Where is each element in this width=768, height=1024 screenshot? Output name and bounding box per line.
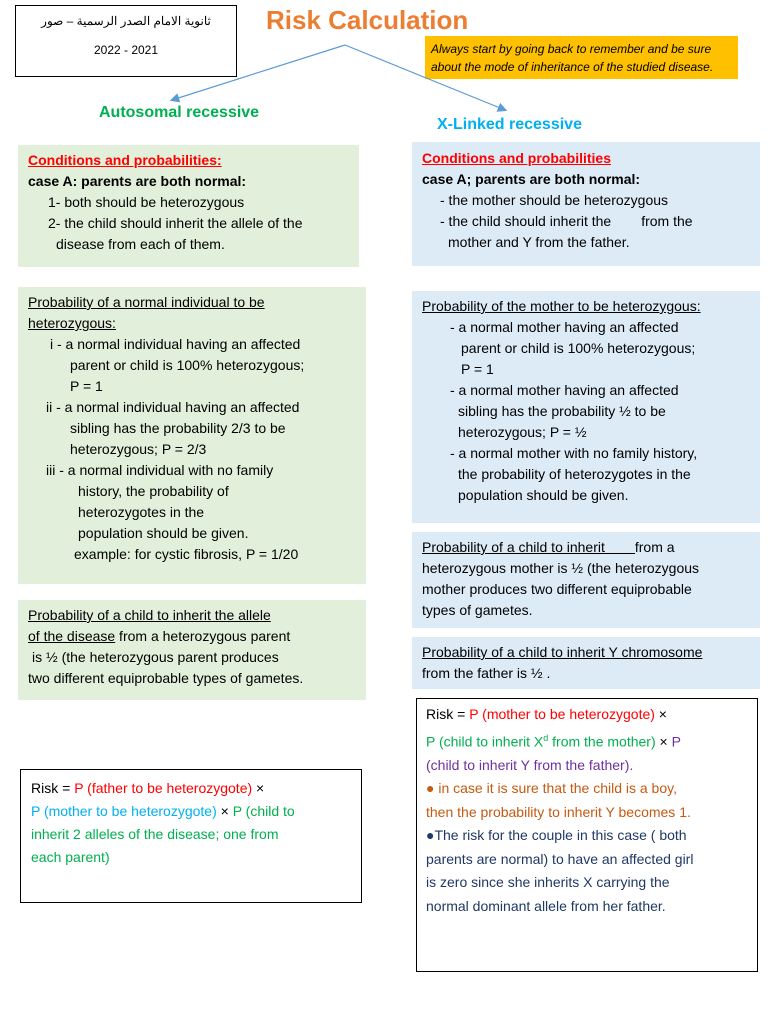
child-inherit-y-box: [412, 637, 760, 689]
child-x-line: heterozygous mother is ½ (the heterozygous: [422, 560, 700, 576]
case-a-line: case A; parents are both normal:: [422, 171, 641, 187]
girl-case-line: is zero since she inherits X carrying the: [426, 874, 670, 891]
conditions-title: Conditions and probabilities:: [28, 152, 222, 168]
conditions-title: Conditions and probabilities: [422, 150, 611, 166]
condition-line: 2- the child should inherit the allele of the: [48, 215, 303, 231]
child-x-title-cont: from a: [634, 539, 675, 555]
child-y-title: Probability of a child to inherit Y chromosome: [422, 644, 703, 660]
boy-case-line: then the probability to inherit Y becomes 1.: [426, 803, 691, 820]
times-sign: ×: [655, 733, 672, 750]
condition-line: disease from each of them.: [56, 236, 225, 252]
condition-line: from the: [641, 213, 693, 229]
probability-line: example: for cystic fibrosis, P = 1/20: [74, 546, 299, 562]
arrow-to-xlinked: [345, 45, 505, 110]
arrow-to-autosomal: [172, 45, 345, 100]
probability-line: sibling has the probability ½ to be: [458, 403, 666, 419]
probability-line: P = 1: [70, 378, 103, 394]
child-x-line: mother produces two different equiprobable: [422, 581, 692, 597]
xlinked-conditions-box: [412, 142, 760, 266]
probability-line: i - a normal individual having an affected: [50, 336, 301, 352]
xlinked-risk-box: [416, 698, 758, 972]
condition-line: mother and Y from the father.: [448, 234, 630, 250]
boy-case-line: ● in case it is sure that the child is a boy,: [426, 780, 677, 797]
probability-line: heterozygous; P = 2/3: [70, 441, 207, 457]
risk-label: Risk =: [426, 706, 470, 722]
child-inherit-allele-box: [18, 600, 366, 700]
risk-p-mother: P (mother to be heterozygote): [469, 706, 655, 722]
risk-p-child-y: (child to inherit Y from the father).: [426, 756, 634, 773]
probability-line: P = 1: [461, 361, 494, 377]
child-x-title: Probability of a child to inherit: [422, 539, 605, 555]
child-inherit-title-cont: of the disease: [28, 628, 116, 644]
mother-heterozygous-box: [412, 291, 760, 523]
girl-case-line: normal dominant allele from her father.: [426, 897, 666, 914]
girl-case-line: parents are normal) to have an affected girl: [426, 850, 694, 867]
child-x-line: types of gametes.: [422, 602, 533, 618]
girl-case-line: ●The risk for the couple in this case ( both: [426, 827, 687, 844]
normal-individual-box: [18, 287, 366, 584]
page-title: Risk Calculation: [266, 5, 469, 35]
risk-p-child: each parent): [31, 849, 110, 865]
autosomal-conditions-box: [18, 145, 359, 267]
child-inherit-x-box: [412, 532, 760, 628]
child-inherit-line: is ½ (the heterozygous parent produces: [32, 649, 279, 665]
child-inherit-line: two different equiprobable types of gametes.: [28, 670, 304, 686]
mother-het-title: Probability of the mother to be heterozygous:: [422, 298, 701, 314]
probability-line: history, the probability of: [78, 483, 229, 499]
normal-individual-title: heterozygous:: [28, 315, 116, 331]
condition-line: 1- both should be heterozygous: [48, 194, 245, 210]
risk-p-child-y: P: [671, 733, 681, 750]
note-line: Always start by going back to remember and be sure: [431, 42, 712, 56]
school-name: ثانوية الامام الصدر الرسمية – صور: [41, 14, 211, 28]
condition-line: - the child should inherit the: [440, 213, 612, 229]
child-inherit-title: Probability of a child to inherit the allele: [28, 607, 271, 623]
probability-line: parent or child is 100% heterozygous;: [70, 357, 305, 373]
risk-p-child-x: P (child to inherit X: [426, 733, 544, 750]
school-year: 2022 - 2021: [93, 43, 159, 57]
times-sign: ×: [252, 780, 265, 796]
child-y-line: from the father is ½ .: [422, 665, 551, 681]
risk-p-child: inherit 2 alleles of the disease; one from: [31, 826, 279, 842]
probability-line: parent or child is 100% heterozygous;: [461, 340, 696, 356]
probability-line: - a normal mother with no family history,: [450, 445, 698, 461]
risk-label: Risk =: [31, 780, 75, 796]
risk-x-superscript: d: [543, 732, 549, 743]
autosomal-risk-box: [20, 769, 362, 903]
probability-line: iii - a normal individual with no family: [46, 462, 274, 478]
risk-p-child: P (child to: [232, 803, 295, 819]
probability-line: heterozygous; P = ½: [458, 424, 587, 440]
times-sign: ×: [216, 803, 233, 819]
case-a-line: case A: parents are both normal:: [28, 173, 247, 189]
probability-line: heterozygotes in the: [78, 504, 205, 520]
risk-p-child-x: from the mother): [548, 733, 656, 750]
child-inherit-line: from a heterozygous parent: [115, 628, 291, 644]
probability-line: sibling has the probability 2/3 to be: [70, 420, 286, 436]
risk-p-father: P (father to be heterozygote): [74, 780, 253, 796]
probability-line: - a normal mother having an affected: [450, 319, 679, 335]
probability-line: population should be given.: [78, 525, 249, 541]
autosomal-heading: Autosomal recessive: [99, 104, 260, 121]
probability-line: population should be given.: [458, 487, 629, 503]
missing-symbol-blank: [605, 539, 635, 554]
normal-individual-title: Probability of a normal individual to be: [28, 294, 265, 310]
times-sign: ×: [654, 706, 667, 722]
risk-p-mother: P (mother to be heterozygote): [31, 803, 217, 819]
note-line: about the mode of inheritance of the studied disease.: [431, 60, 714, 74]
probability-line: - a normal mother having an affected: [450, 382, 679, 398]
xlinked-heading: X-Linked recessive: [437, 116, 582, 133]
probability-line: ii - a normal individual having an affected: [46, 399, 300, 415]
condition-line: - the mother should be heterozygous: [440, 192, 669, 208]
probability-line: the probability of heterozygotes in the: [458, 466, 691, 482]
